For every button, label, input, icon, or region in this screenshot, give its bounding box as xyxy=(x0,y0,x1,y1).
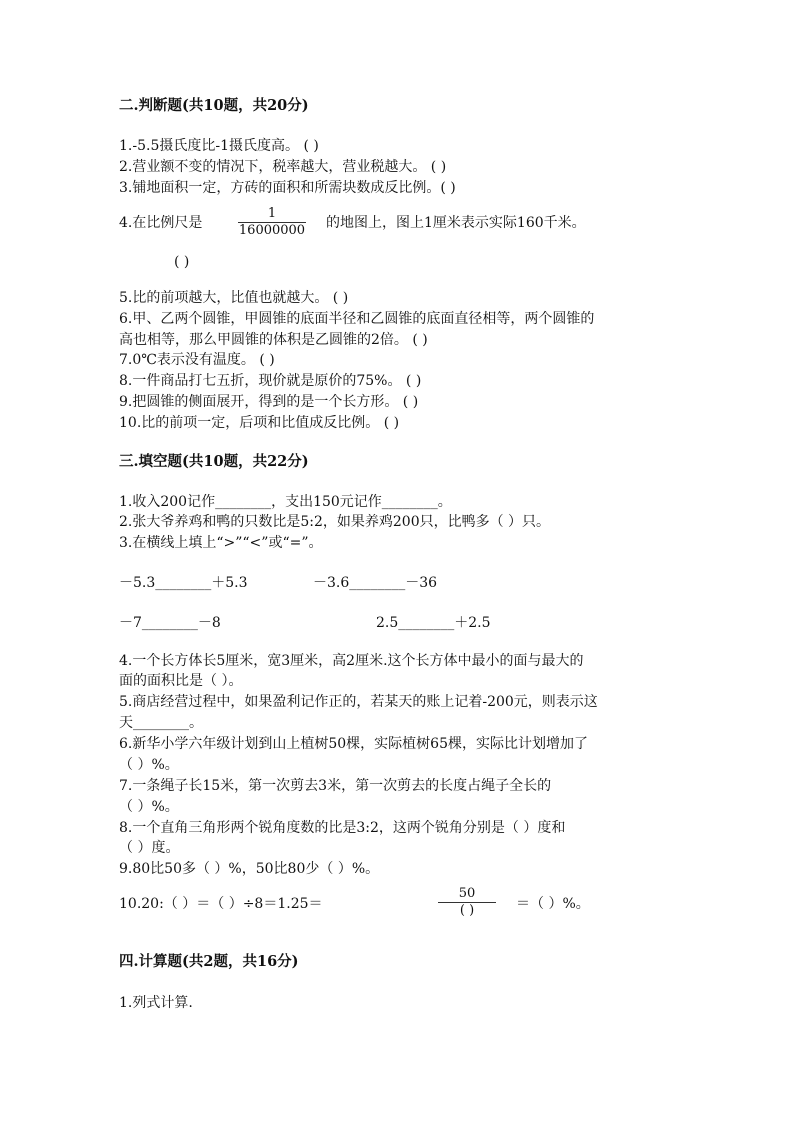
fill-q7-line1: 7.一条绳子长15米，第一次剪去3米，第一次剪去的长度占绳子全长的 xyxy=(119,778,552,794)
fill-q10-before: 10.20:（ ）＝（ ）÷8＝1.25＝ xyxy=(119,896,323,912)
fill-q1: 1.收入200记作________，支出150元记作________。 xyxy=(119,494,452,510)
scale-fraction-denominator: 16000000 xyxy=(238,223,306,238)
compare-item-3: －7________－8 xyxy=(119,615,221,631)
judge-q6-line2: 高也相等，那么甲圆锥的体积是乙圆锥的2倍。 ( ) xyxy=(119,332,428,348)
section-4-heading: 四.计算题(共2题，共16分) xyxy=(119,953,299,970)
fill-q8-line1: 8.一个直角三角形两个锐角度数的比是3:2，这两个锐角分别是（ ）度和 xyxy=(119,820,566,836)
judge-q1: 1.-5.5摄氏度比-1摄氏度高。 ( ) xyxy=(119,138,319,154)
judge-q7: 7.0℃表示没有温度。 ( ) xyxy=(119,352,275,368)
compare-item-4: 2.5________＋2.5 xyxy=(376,615,491,631)
fill-q2: 2.张大爷养鸡和鸭的只数比是5:2，如果养鸡200只，比鸭多（ ）只。 xyxy=(119,514,551,530)
judge-q4-before: 4.在比例尺是 xyxy=(119,215,203,231)
judge-q2: 2.营业额不变的情况下，税率越大，营业税越大。 ( ) xyxy=(119,159,447,175)
q10-fraction-numerator: 50 xyxy=(458,886,476,901)
judge-q10: 10.比的前项一定，后项和比值成反比例。 ( ) xyxy=(119,415,400,431)
q10-fraction-denominator: ( ) xyxy=(459,903,475,918)
judge-q4-blank: ( ) xyxy=(174,254,190,270)
fill-q3: 3.在横线上填上“>”“<”或“=”。 xyxy=(119,535,323,551)
compare-item-2: －3.6________－36 xyxy=(313,575,438,591)
fill-q5-line2: 天________。 xyxy=(119,715,203,731)
calc-q1: 1.列式计算. xyxy=(119,995,193,1011)
fill-q9: 9.80比50多（ ）%，50比80少（ ）%。 xyxy=(119,861,380,877)
fill-q6-line2: （ ）%。 xyxy=(119,757,179,773)
section-3-heading: 三.填空题(共10题，共22分) xyxy=(119,453,309,470)
fill-q8-line2: （ ）度。 xyxy=(119,840,180,856)
fill-q10-after: ＝（ ）%。 xyxy=(516,896,590,912)
judge-q3: 3.铺地面积一定，方砖的面积和所需块数成反比例。( ) xyxy=(119,180,456,196)
q10-fraction xyxy=(438,886,496,919)
scale-fraction xyxy=(238,206,306,239)
fill-q6-line1: 6.新华小学六年级计划到山上植树50棵，实际植树65棵，实际比计划增加了 xyxy=(119,736,588,752)
judge-q5: 5.比的前项越大，比值也就越大。 ( ) xyxy=(119,290,349,306)
judge-q8: 8.一件商品打七五折，现价就是原价的75%。 ( ) xyxy=(119,373,422,389)
section-2-heading: 二.判断题(共10题，共20分) xyxy=(119,97,309,114)
judge-q9: 9.把圆锥的侧面展开，得到的是一个长方形。 ( ) xyxy=(119,394,419,410)
judge-q6-line1: 6.甲、乙两个圆锥，甲圆锥的底面半径和乙圆锥的底面直径相等，两个圆锥的 xyxy=(119,311,595,327)
fill-q7-line2: （ ）%。 xyxy=(119,799,179,815)
fill-q4-line1: 4.一个长方体长5厘米，宽3厘米，高2厘米.这个长方体中最小的面与最大的 xyxy=(119,653,584,669)
scale-fraction-numerator: 1 xyxy=(267,206,277,221)
compare-item-1: －5.3________＋5.3 xyxy=(119,575,248,591)
judge-q4-after: 的地图上，图上1厘米表示实际160千米。 xyxy=(326,215,586,231)
fill-q4-line2: 面的面积比是（ ）。 xyxy=(119,673,243,689)
fill-q5-line1: 5.商店经营过程中，如果盈利记作正的，若某天的账上记着-200元，则表示这 xyxy=(119,694,598,710)
